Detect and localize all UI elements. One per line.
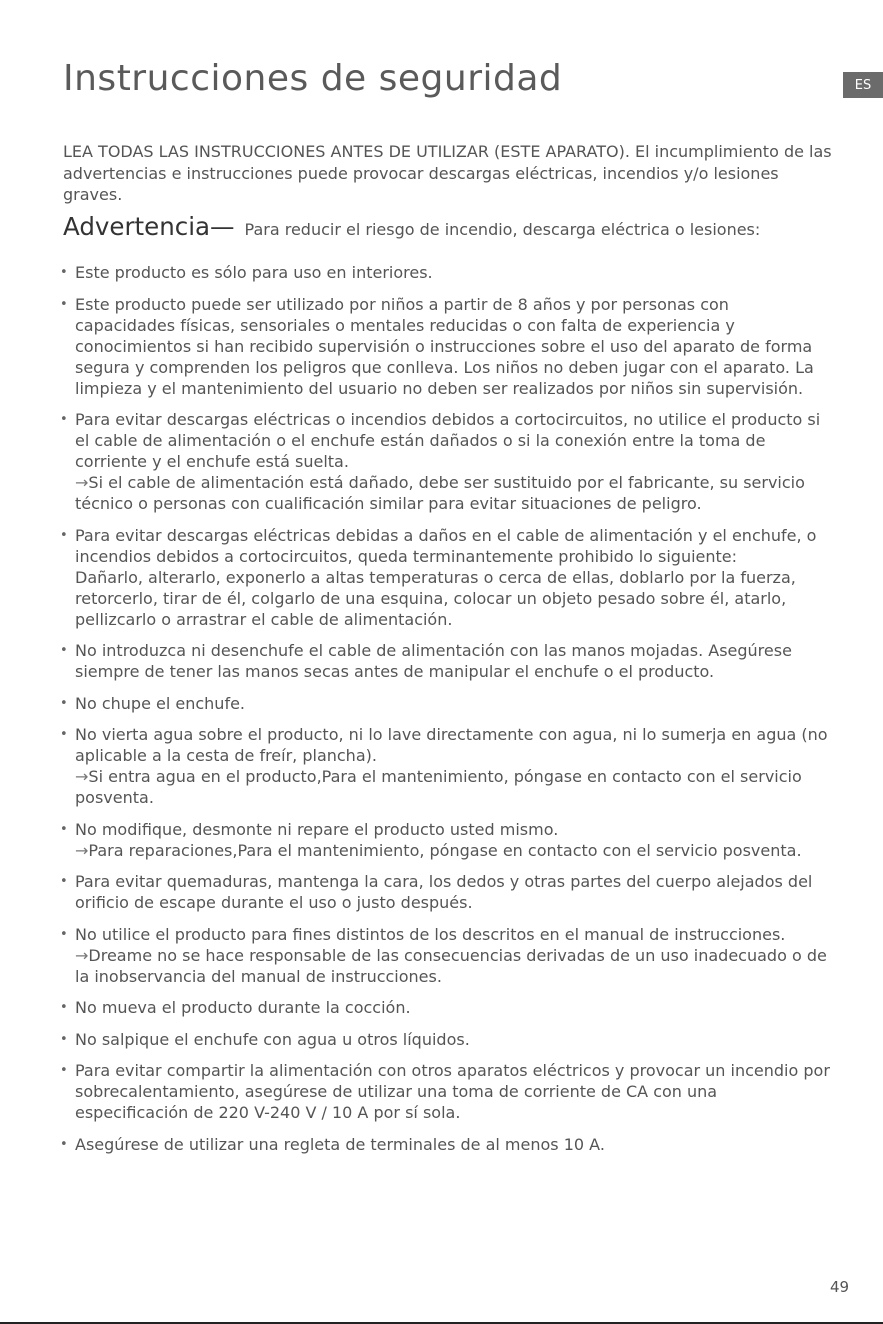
list-item-text: Para evitar descargas eléctricas o incendios debidos a cortocircuitos, no utilice el producto si el cable de alimentación o el enchufe están dañados o si la conexión entre la toma de corriente y el enchufe está suelta.: [75, 410, 821, 471]
arrow-icon: →: [75, 767, 89, 786]
list-item: [60, 997, 830, 1018]
page-number: 49: [830, 1278, 850, 1296]
bullet-icon: •: [60, 821, 68, 837]
list-item-note-text: Para reparaciones,Para el mantenimiento, póngase en contacto con el servicio posventa.: [88, 840, 802, 860]
bullet-icon: •: [60, 643, 68, 658]
list-item-text: No introduzca ni desenchufe el cable de alimentación con las manos mojadas. Asegúrese siempre de tener las manos secas antes de manipular el enchufe o el producto.: [75, 641, 792, 681]
list-item-text: No utilice el producto para fines distintos de los descritos en el manual de instrucciones.: [75, 924, 786, 944]
bullet-icon: •: [60, 1000, 68, 1015]
bullet-icon: •: [60, 695, 68, 711]
page-title: Instrucciones de seguridad: [63, 58, 563, 99]
list-item: [60, 693, 830, 714]
list-item-note-text: Dreame no se hace responsable de las consecuencias derivadas de un uso inadecuado o de la inobservancia del manual de instrucciones.: [75, 945, 827, 986]
arrow-icon: →: [75, 840, 89, 860]
list-item-text: Asegúrese de utilizar una regleta de terminales de al menos 10 A.: [75, 1134, 605, 1154]
list-item: [60, 640, 830, 682]
list-item-text: No chupe el enchufe.: [75, 693, 246, 713]
warning-text: Para reducir el riesgo de incendio, descarga eléctrica o lesiones:: [244, 220, 761, 239]
list-item: [60, 294, 830, 399]
list-item-note-text: Si entra agua en el producto,Para el mantenimiento, póngase en contacto con el servicio posventa.: [75, 767, 802, 807]
list-item: [60, 409, 830, 514]
list-item: [60, 819, 830, 861]
list-item-text: No vierta agua sobre el producto, ni lo lave directamente con agua, ni lo sumerja en agua (no aplicable a la cesta de freír, plancha).: [75, 725, 828, 765]
list-item-text: Este producto es sólo para uso en interiores.: [75, 263, 433, 282]
intro-paragraph: LEA TODAS LAS INSTRUCCIONES ANTES DE UTILIZAR (ESTE APARATO). El incumplimiento de las advertencias e instrucciones puede provocar descargas eléctricas, incendios y/o lesiones graves.: [63, 142, 832, 204]
list-item: [60, 1060, 830, 1123]
bullet-icon: •: [60, 412, 68, 427]
list-item-text: No salpique el enchufe con agua u otros líquidos.: [75, 1029, 470, 1049]
list-item-subtext: Dañarlo, alterarlo, exponerlo a altas temperaturas o cerca de ellas, doblarlo por la fuerza, retorcerlo, tirar de él, colgarlo de una esquina, colocar un objeto pesado sobre él, atarlo, pellizcarlo o arrastrar el cable de alimentación.: [75, 567, 796, 629]
bullet-icon: •: [60, 265, 68, 280]
bullet-icon: •: [60, 727, 68, 742]
bullet-icon: •: [60, 1136, 68, 1152]
warning-heading: [63, 212, 863, 241]
bullet-icon: •: [60, 296, 68, 312]
bullet-icon: •: [60, 1031, 68, 1047]
bullet-icon: •: [60, 527, 68, 543]
bullet-icon: •: [60, 926, 68, 942]
list-item: [60, 1029, 830, 1050]
list-item-note: [75, 840, 830, 861]
list-item: [60, 525, 830, 630]
list-item-text: No modifique, desmonte ni repare el producto usted mismo.: [75, 819, 559, 839]
list-item: [60, 1134, 830, 1155]
list-item: [60, 924, 830, 987]
list-item: [60, 871, 830, 913]
warning-label: Advertencia—: [63, 212, 235, 241]
arrow-icon: →: [75, 945, 89, 965]
arrow-icon: →: [75, 473, 89, 492]
list-item-text: Para evitar compartir la alimentación con otros aparatos eléctricos y provocar un incendio por sobrecalentamiento, asegúrese de utilizar una toma de corriente de CA con una especificación de 220 V-240 V / 10 A por sí sola.: [75, 1061, 830, 1122]
list-item: [60, 724, 830, 808]
list-item-text: Para evitar quemaduras, mantenga la cara, los dedos y otras partes del cuerpo alejados del orificio de escape durante el uso o justo después.: [75, 872, 813, 912]
bullet-icon: •: [60, 874, 68, 889]
list-item-note: [75, 766, 830, 808]
list-item-note: [75, 472, 830, 514]
list-item-text: Este producto puede ser utilizado por niños a partir de 8 años y por personas con capacidades físicas, sensoriales o mentales reducidas o con falta de experiencia y conocimientos si han recibido supervisión o instrucciones sobre el uso del aparato de forma segura y comprenden los peligros que conlleva. Los niños no deben jugar con el aparato. La limpieza y el mantenimiento del usuario no deben ser realizados por niños sin supervisión.: [75, 294, 814, 398]
language-tab: ES: [843, 72, 883, 98]
list-item-note-text: Si el cable de alimentación está dañado, debe ser sustituido por el fabricante, su servicio técnico o personas con cualificación similar para evitar situaciones de peligro.: [75, 473, 805, 513]
list-item-note: [75, 945, 830, 987]
safety-list: [60, 262, 830, 1165]
list-item-text: Para evitar descargas eléctricas debidas a daños en el cable de alimentación y el enchufe, o incendios debidos a cortocircuitos, queda terminantemente prohibido lo siguiente:: [75, 525, 817, 566]
list-item-text: No mueva el producto durante la cocción.: [75, 998, 411, 1017]
list-item: [60, 262, 830, 283]
bullet-icon: •: [60, 1063, 68, 1078]
